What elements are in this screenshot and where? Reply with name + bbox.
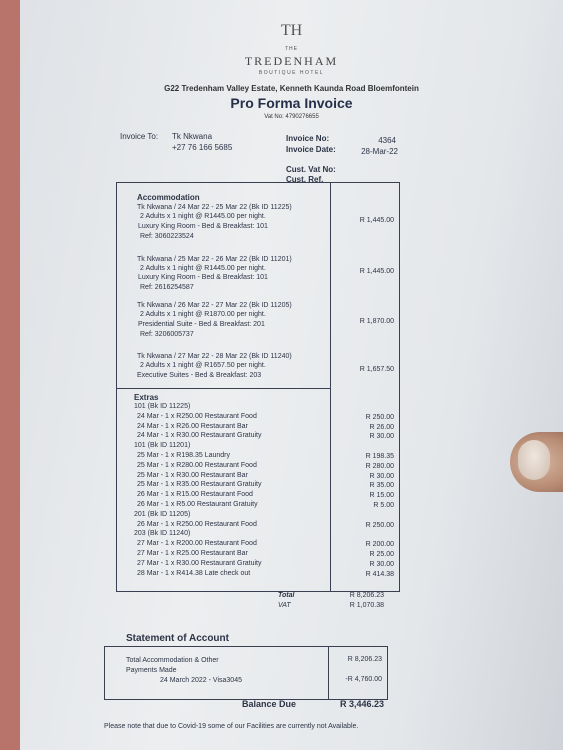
stay-line: 2 Adults x 1 night @ R1657.50 per night.	[140, 362, 266, 369]
extras-amount: R 280.00	[365, 462, 394, 470]
invoice-sheet	[20, 0, 563, 750]
stay-line: Ref: 3060223524	[140, 233, 194, 240]
thumbnail-photo	[518, 440, 550, 480]
extras-line: 26 Mar - 1 x R5.00 Restaurant Gratuity	[137, 501, 258, 508]
stay-line: Luxury King Room - Bed & Breakfast: 101	[138, 223, 268, 230]
extras-amount: R 414.38	[365, 570, 394, 578]
extras-line: 26 Mar - 1 x R250.00 Restaurant Food	[137, 520, 257, 528]
stay-line: Tk Nkwana / 27 Mar 22 - 28 Mar 22 (Bk ID 11240)	[137, 353, 292, 360]
logo-the: THE	[285, 46, 298, 52]
statement-line: Total Accommodation & Other	[126, 657, 219, 664]
stay-amount: R 1,657.50	[359, 366, 394, 373]
invoice-to-label: Invoice To:	[120, 132, 159, 141]
extras-line: 24 Mar - 1 x R30.00 Restaurant Gratuity	[137, 432, 262, 440]
vat-value: R 1,070.38	[349, 602, 384, 609]
extras-amount: R 30.00	[369, 433, 394, 441]
stay-line: 2 Adults x 1 night @ R1445.00 per night.	[140, 213, 266, 220]
extras-line: 27 Mar - 1 x R25.00 Restaurant Bar	[137, 550, 248, 557]
stay-line: Luxury King Room - Bed & Breakfast: 101	[138, 274, 268, 281]
stay-line: 2 Adults x 1 night @ R1870.00 per night.	[140, 311, 266, 318]
extras-line: 25 Mar - 1 x R198.35 Laundry	[137, 452, 230, 459]
extras-amount: R 30.00	[369, 560, 394, 568]
extras-line: 24 Mar - 1 x R26.00 Restaurant Bar	[137, 422, 248, 430]
extras-amount: R 250.00	[365, 413, 394, 421]
covid-notice: Please note that due to Covid-19 some of our Facilities are currently not Available.	[104, 723, 359, 730]
statement-divider	[328, 647, 329, 699]
statement-amount: R 8,206.23	[347, 656, 382, 663]
extras-line: 24 Mar - 1 x R250.00 Restaurant Food	[137, 412, 257, 420]
stay-line: Ref: 2616254587	[140, 284, 194, 291]
extras-line: 201 (Bk ID 11205)	[134, 510, 191, 518]
hotel-address: G22 Tredenham Valley Estate, Kenneth Kaunda Road Bloemfontein	[164, 84, 419, 93]
balance-due-label: Balance Due	[242, 699, 297, 709]
extras-heading: Extras	[134, 393, 159, 402]
total-value: R 8,206.23	[349, 592, 384, 599]
invoice-no-label: Invoice No:	[286, 134, 330, 143]
invoice-date-label: Invoice Date:	[286, 145, 336, 154]
stay-line: Executive Suites - Bed & Breakfast: 203	[137, 372, 262, 379]
statement-line: 24 March 2022 - Visa3045	[160, 677, 242, 684]
extras-line: 203 (Bk ID 11240)	[134, 530, 191, 538]
cust-vat-label: Cust. Vat No:	[286, 165, 336, 174]
extras-line: 25 Mar - 1 x R35.00 Restaurant Gratuity	[137, 481, 262, 489]
hotel-subtitle: BOUTIQUE HOTEL	[258, 70, 325, 76]
extras-amount: R 250.00	[365, 521, 394, 529]
extras-line: 25 Mar - 1 x R30.00 Restaurant Bar	[137, 471, 248, 479]
hotel-brand-name: TREDENHAM	[244, 54, 339, 68]
customer-phone: +27 76 166 5685	[172, 143, 233, 152]
accommodation-heading: Accommodation	[137, 193, 200, 202]
balance-due-value: R 3,446.23	[339, 699, 384, 709]
extras-amount: R 25.00	[369, 551, 394, 558]
hotel-monogram-logo: TH	[280, 22, 303, 39]
extras-line: 26 Mar - 1 x R15.00 Restaurant Food	[137, 491, 253, 499]
stay-amount: R 1,870.00	[359, 318, 394, 325]
extras-line: 25 Mar - 1 x R280.00 Restaurant Food	[137, 461, 257, 469]
hotel-vat-number: Vat No: 4790276655	[264, 114, 319, 120]
extras-line: 101 (Bk ID 11201)	[134, 442, 191, 450]
stay-line: Tk Nkwana / 24 Mar 22 - 25 Mar 22 (Bk ID 11225)	[137, 204, 292, 211]
stay-line: Ref: 3206005737	[140, 331, 194, 338]
stay-line: 2 Adults x 1 night @ R1445.00 per night.	[140, 265, 266, 272]
amount-column-divider	[330, 183, 331, 591]
cust-ref-label: Cust. Ref.	[286, 175, 324, 184]
invoice-no-value: 4364	[378, 136, 396, 145]
extras-amount: R 198.35	[365, 453, 394, 460]
extras-amount: R 5.00	[373, 502, 394, 509]
statement-amount: -R 4,760.00	[345, 676, 382, 683]
stay-line: Tk Nkwana / 26 Mar 22 - 27 Mar 22 (Bk ID 11205)	[137, 302, 292, 309]
extras-line: 27 Mar - 1 x R200.00 Restaurant Food	[137, 540, 257, 548]
statement-heading: Statement of Account	[126, 633, 229, 644]
extras-amount: R 15.00	[369, 492, 394, 500]
vat-label: VAT	[278, 602, 291, 609]
extras-amount: R 35.00	[369, 482, 394, 490]
total-label: Total	[278, 592, 295, 599]
extras-line: 101 (Bk ID 11225)	[134, 403, 191, 410]
stay-line: Presidential Suite - Bed & Breakfast: 201	[138, 321, 265, 328]
extras-divider	[116, 388, 331, 389]
extras-line: 28 Mar - 1 x R414.38 Late check out	[137, 569, 251, 577]
document-title: Pro Forma Invoice	[230, 95, 353, 111]
extras-amount: R 200.00	[365, 541, 394, 549]
statement-line: Payments Made	[126, 667, 177, 674]
extras-amount: R 30.00	[369, 472, 394, 480]
stay-amount: R 1,445.00	[359, 217, 394, 224]
stay-line: Tk Nkwana / 25 Mar 22 - 26 Mar 22 (Bk ID 11201)	[137, 256, 292, 263]
stay-amount: R 1,445.00	[359, 268, 394, 275]
invoice-date-value: 28-Mar-22	[361, 147, 398, 156]
extras-amount: R 26.00	[369, 423, 394, 431]
extras-line: 27 Mar - 1 x R30.00 Restaurant Gratuity	[137, 559, 262, 567]
customer-name: Tk Nkwana	[172, 132, 213, 141]
